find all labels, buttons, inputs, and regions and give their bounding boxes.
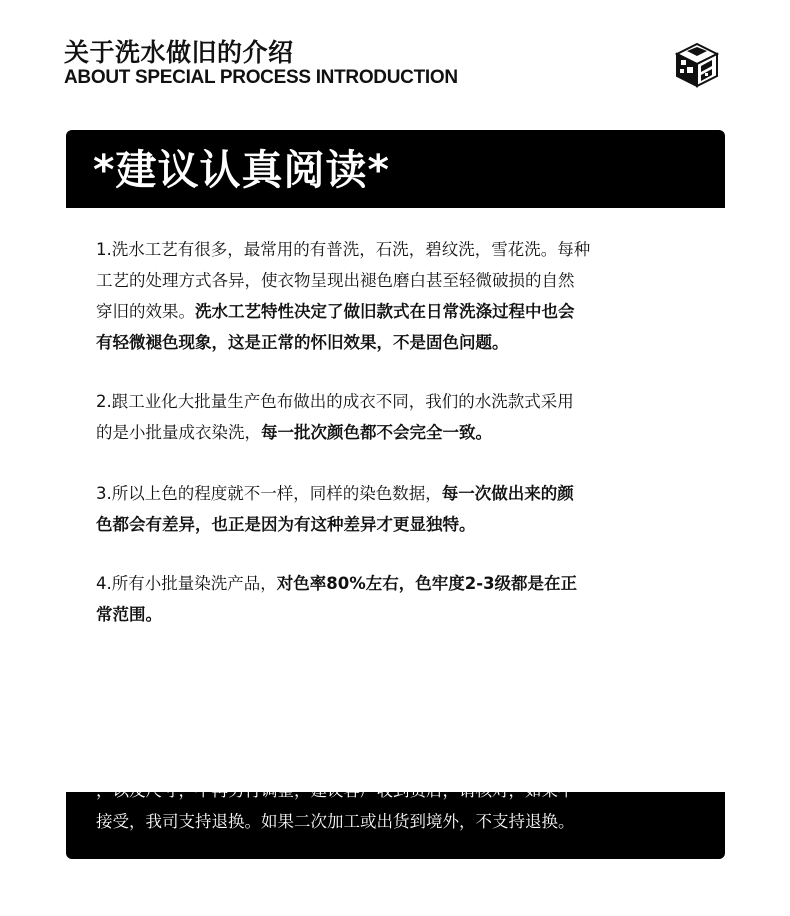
footer-note bbox=[96, 682, 696, 837]
footer-line: 以上是水洗款式的特性，新手卖家请务必与客户说明。如果客户更 bbox=[96, 688, 575, 707]
paragraph-line: 穿旧的效果。洗水工艺特性决定了做旧款式在日常洗涤过程中也会 bbox=[96, 302, 575, 321]
paragraph-line: 的是小批量成衣染洗，每一批次颜色都不会完全一致。 bbox=[96, 423, 492, 442]
page-title: 关于洗水做旧的介绍 bbox=[64, 38, 294, 67]
paragraph-line: 3.所以上色的程度就不一样，同样的染色数据，每一次做出来的颜 bbox=[96, 484, 574, 503]
page-subtitle: ABOUT SPECIAL PROCESS INTRODUCTION bbox=[64, 67, 458, 88]
cube-logo-icon bbox=[672, 40, 722, 90]
paragraph-line: 工艺的处理方式各异，使衣物呈现出褪色磨白甚至轻微破损的自然 bbox=[96, 271, 575, 290]
paragraph-line: 4.所有小批量染洗产品，对色率80%左右，色牢度2-3级都是在正 bbox=[96, 574, 578, 593]
paragraph-1 bbox=[96, 234, 696, 358]
card-banner bbox=[66, 130, 725, 208]
footer-line: 喜欢色彩明艳不褪色的款式，建议选择我们纯色无水洗系列某些款 bbox=[96, 719, 575, 738]
paragraph-3 bbox=[96, 478, 696, 540]
paragraph-line: 色都会有差异，也正是因为有这种差异才更显独特。 bbox=[96, 515, 476, 534]
paragraph-line: 1.洗水工艺有很多，最常用的有普洗，石洗，碧纹洗，雪花洗。每种 bbox=[96, 240, 591, 259]
paragraph-line: 有轻微褪色现象，这是正常的怀旧效果，不是固色问题。 bbox=[96, 333, 509, 352]
paragraph-line: 常范围。 bbox=[96, 605, 162, 624]
paragraph-4 bbox=[96, 568, 696, 630]
paragraph-2 bbox=[96, 386, 696, 448]
footer-line: ，以及尺寸，不再另行调整，建议客户收到货后，请核对，如果不 bbox=[96, 781, 575, 800]
footer-line: 式，我们会根据生产的情况以及客户的建议，适当调整面料，工艺 bbox=[96, 750, 575, 769]
footer-line: 接受，我司支持退换。如果二次加工或出货到境外，不支持退换。 bbox=[96, 812, 575, 831]
banner-title: *建议认真阅读* bbox=[93, 146, 390, 194]
paragraph-line: 2.跟工业化大批量生产色布做出的成衣不同，我们的水洗款式采用 bbox=[96, 392, 574, 411]
